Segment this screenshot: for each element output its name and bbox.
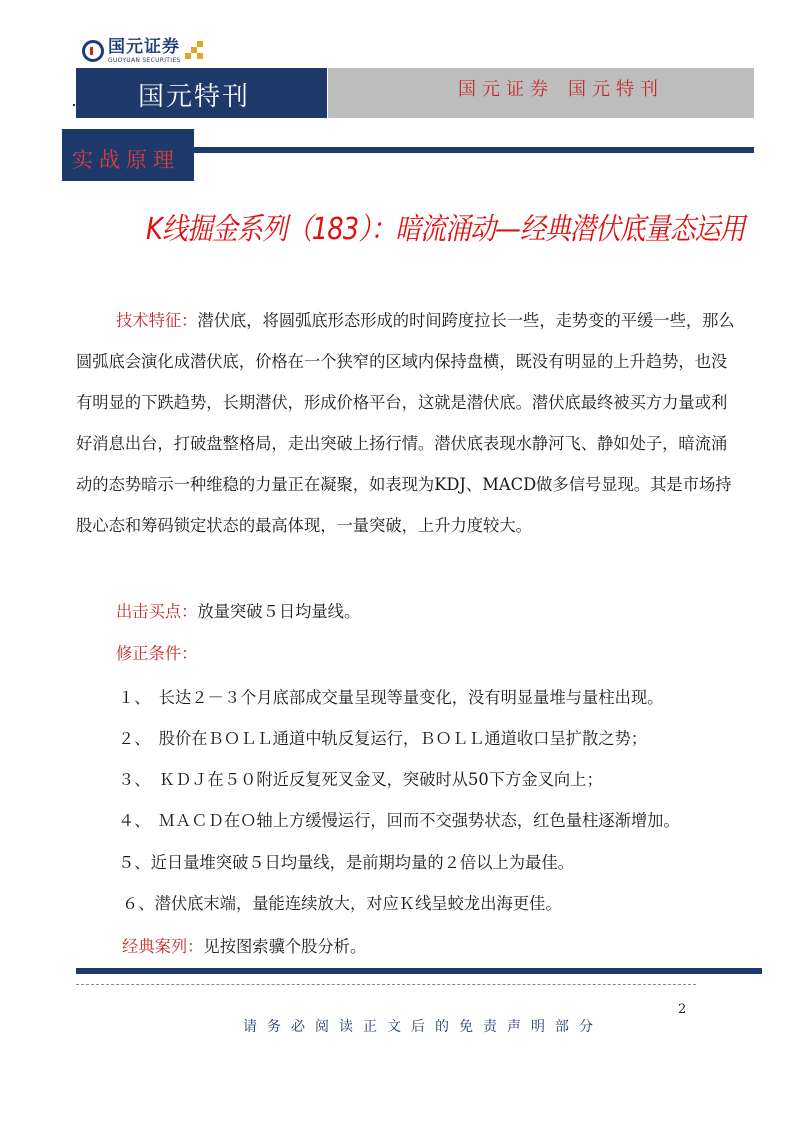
case-text: 见按图索骥个股分析。 xyxy=(203,937,367,956)
features-label: 技术特征： xyxy=(116,311,198,330)
logo-squares-icon xyxy=(185,41,207,61)
header-right-label-2: 国元特刊 xyxy=(568,79,664,100)
logo-name-en: GUOYUAN SECURITIES xyxy=(108,56,181,64)
features-paragraph xyxy=(76,300,740,546)
conditions-label: 修正条件： xyxy=(116,644,198,663)
buy-point-label: 出击买点： xyxy=(116,602,198,621)
case-label: 经典案列： xyxy=(122,937,204,956)
condition-item: ２、 股价在ＢＯＬＬ通道中轨反复运行，ＢＯＬＬ通道收口呈扩散之势； xyxy=(118,729,648,748)
header-title: 国元特刊 xyxy=(138,82,251,112)
features-text: 潜伏底，将圆弧底形态形成的时间跨度拉长一些，走势变的平缓一些，那么圆弧底会演化成潜伏底，价格在一个狭窄的区域内保持盘横，既没有明显的上升趋势，也没有明显的下跌趋势，长期潜伏，形成价格平台，这就是潜伏底。潜伏底最终被买方力量或利好消息出台，打破盘整格局，走出突破上扬行情。潜伏底表现水静河飞、静如处子，暗流涌动的态势暗示一种维稳的力量正在凝聚，如表现为KDJ、MACD做多信号显现。其是市场持股心态和筹码锁定状态的最高体现，一量突破，上升力度较大。 xyxy=(76,311,735,535)
header-right-panel xyxy=(328,68,754,118)
condition-item: ５、近日量堆突破５日均量线，是前期均量的２倍以上为最佳。 xyxy=(118,853,574,872)
condition-item: ３、 ＫＤＪ在５０附近反复死叉金叉，突破时从50下方金叉向上； xyxy=(118,770,603,789)
logo-name-cn: 国元证券 xyxy=(108,36,180,57)
footer-dashed-line xyxy=(76,984,696,985)
case-line xyxy=(122,933,366,957)
buy-point-text: 放量突破５日均量线。 xyxy=(197,602,361,621)
article-title: K线掘金系列（183）：暗流涌动—经典潜伏底量态运用 xyxy=(146,212,745,247)
buy-point-line xyxy=(116,598,360,622)
section-label-box xyxy=(62,129,194,181)
logo-mark-icon xyxy=(82,40,104,62)
company-logo xyxy=(82,37,207,65)
condition-item: ６、潜伏底末端，量能连续放大，对应Ｋ线呈蛟龙出海更佳。 xyxy=(122,894,562,913)
header-bar xyxy=(76,68,754,118)
page-number: 2 xyxy=(678,1002,687,1017)
condition-item: ４、 ＭＡＣＤ在Ｏ轴上方缓慢运行，回而不交强势状态，红色量柱逐渐增加。 xyxy=(118,811,680,830)
header-right-label-1: 国元证券 xyxy=(458,79,554,100)
condition-item: １、 长达２－３个月底部成交量呈现等量变化，没有明显量堆与量柱出现。 xyxy=(118,688,664,707)
section-label: 实战原理 xyxy=(72,148,180,172)
header-dot xyxy=(73,104,75,106)
section-divider xyxy=(194,147,754,153)
footer-divider xyxy=(76,968,762,974)
header-title-panel xyxy=(76,68,327,118)
disclaimer-note: 请务必阅读正文后的免责声明部分 xyxy=(243,1019,603,1035)
